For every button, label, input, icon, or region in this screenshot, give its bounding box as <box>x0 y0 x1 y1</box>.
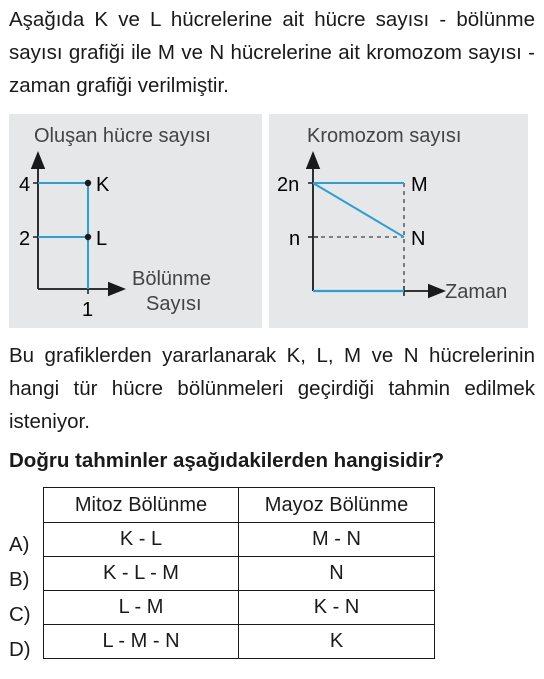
table-header-row <box>44 488 435 523</box>
left-xlabel-2: Sayısı <box>146 293 202 315</box>
x-tick-1: 1 <box>82 299 94 321</box>
y-tick-4: 4 <box>19 174 31 196</box>
option-a-label[interactable]: A) <box>9 533 30 556</box>
left-chart-title: Oluşan hücre sayısı <box>34 125 211 147</box>
point-k <box>85 180 91 186</box>
n-line <box>313 183 404 237</box>
y-tick-n: n <box>289 228 301 250</box>
right-xlabel: Zaman <box>445 281 508 303</box>
label-m: M <box>411 174 428 196</box>
option-c-mitoz: L - M <box>44 591 239 625</box>
intro-text: Aşağıda K ve L hücrelerine ait hücre sayısı - bölünme sayısı grafiği ile M ve N hücrelerine ait kromozom sayısı - zaman grafiği verilmiştir. <box>9 8 535 97</box>
option-b-label[interactable]: B) <box>9 568 30 591</box>
cell-count-graph <box>9 114 262 328</box>
label-k: K <box>96 174 110 196</box>
option-c-row[interactable] <box>44 591 435 625</box>
option-a-mitoz: K - L <box>44 523 239 557</box>
option-b-mayoz: N <box>239 557 435 591</box>
option-d-mayoz: K <box>239 625 435 659</box>
question-text: Doğru tahminler aşağıdakilerden hangisidir? <box>9 449 445 472</box>
option-b-row[interactable] <box>44 557 435 591</box>
header-mitoz: Mitoz Bölünme <box>44 488 239 523</box>
y-tick-2n: 2n <box>277 174 300 196</box>
middle-text: Bu grafiklerden yararlanarak K, L, M ve N hücrelerinin hangi tür hücre bölünmeleri geçirdiği tahmin edilmek isteniyor. <box>9 344 535 433</box>
header-mayoz: Mayoz Bölünme <box>239 488 435 523</box>
answer-table <box>43 487 435 659</box>
right-chart-title: Kromozom sayısı <box>307 125 462 147</box>
chromosome-graph <box>269 114 528 328</box>
option-c-mayoz: K - N <box>239 591 435 625</box>
option-a-mayoz: M - N <box>239 523 435 557</box>
left-xlabel-1: Bölünme <box>132 268 211 290</box>
label-l: L <box>96 228 108 250</box>
option-b-mitoz: K - L - M <box>44 557 239 591</box>
point-l <box>85 234 91 240</box>
option-d-row[interactable] <box>44 625 435 659</box>
option-d-mitoz: L - M - N <box>44 625 239 659</box>
option-d-label[interactable]: D) <box>9 638 31 661</box>
label-n: N <box>411 228 426 250</box>
option-c-label[interactable]: C) <box>9 603 31 626</box>
y-tick-2: 2 <box>19 228 31 250</box>
option-a-row[interactable] <box>44 523 435 557</box>
